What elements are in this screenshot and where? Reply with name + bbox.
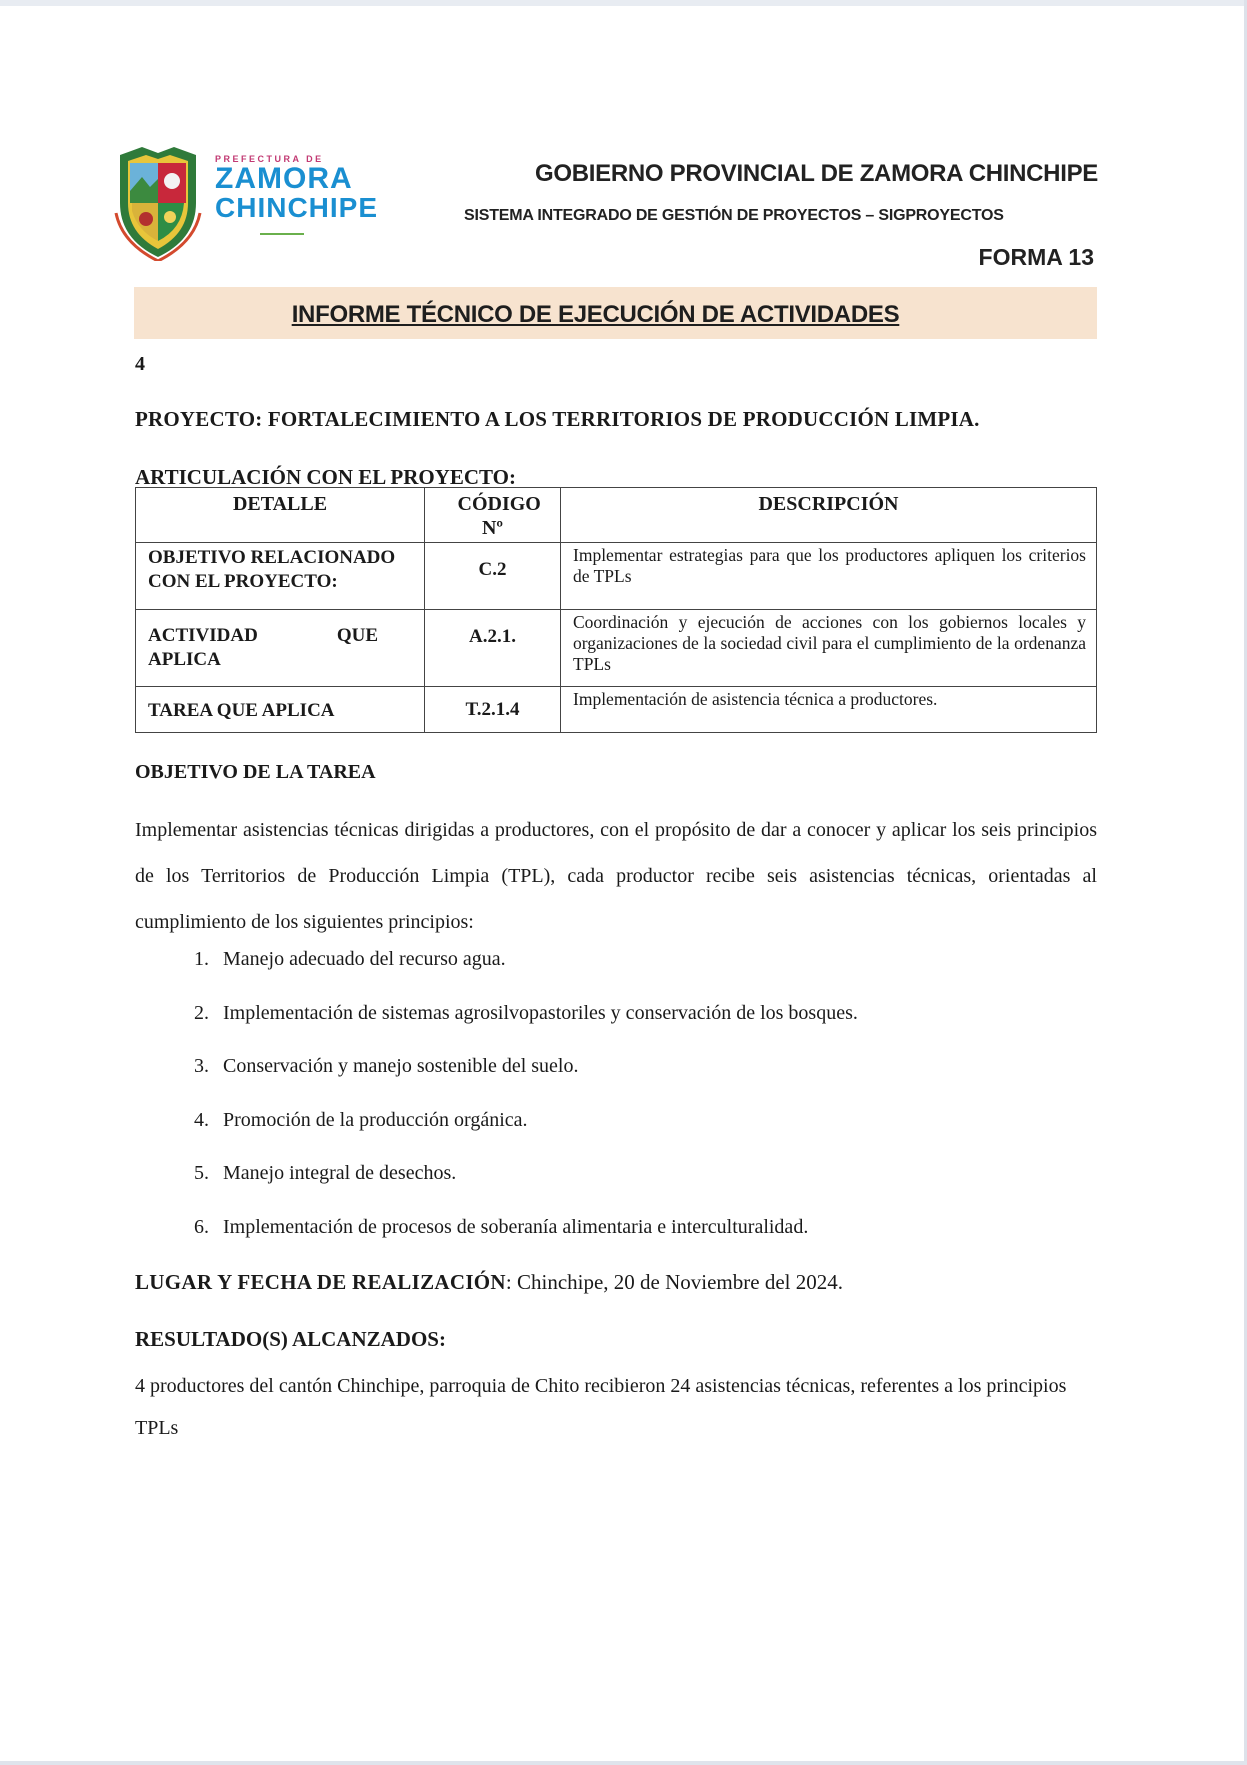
- place-date-value: : Chinchipe, 20 de Noviembre del 2024.: [505, 1270, 843, 1294]
- table-row: [136, 687, 1097, 733]
- task-objective-paragraph: Implementar asistencias técnicas dirigidas a productores, con el propósito de dar a conocer y aplicar los seis principios de los Territorios de Producción Limpia (TPL), cada productor recibe seis asistencias técnicas, orientadas al cumplimiento de los siguientes principios:: [135, 819, 1097, 933]
- logo-divider: [260, 233, 304, 235]
- logo-prefix: PREFECTURA DE: [215, 154, 324, 164]
- row-code: C.2: [425, 543, 561, 610]
- row-description: Coordinación y ejecución de acciones con los gobiernos locales y organizaciones de la sociedad civil para el cumplimiento de la ordenanza TPLs: [561, 610, 1097, 687]
- place-date-label: LUGAR Y FECHA DE REALIZACIÓN: [135, 1270, 506, 1294]
- coat-of-arms-icon: [112, 143, 204, 261]
- table-row: [136, 543, 1097, 610]
- title-band: [134, 287, 1097, 339]
- principles-list: [165, 946, 1065, 1267]
- list-item: 1. Manejo adecuado del recurso agua.: [194, 948, 506, 970]
- row-detail: TAREA QUE APLICA: [136, 687, 425, 733]
- project-line: PROYECTO: FORTALECIMIENTO A LOS TERRITORIOS DE PRODUCCIÓN LIMPIA.: [135, 407, 980, 431]
- column-header-code-text: CÓDIGO Nº: [457, 493, 541, 539]
- row-detail: OBJETIVO RELACIONADO CON EL PROYECTO:: [136, 543, 425, 610]
- row-detail: [136, 610, 425, 687]
- scan-edge-bottom: [0, 1761, 1247, 1765]
- column-header-detail: DETALLE: [136, 488, 425, 543]
- report-number: 4: [135, 353, 145, 375]
- row-code: T.2.1.4: [425, 687, 561, 733]
- principle-text: Conservación y manejo sostenible del suelo.: [223, 1055, 579, 1077]
- table-header-row: [136, 488, 1097, 543]
- list-item: 5. Manejo integral de desechos.: [194, 1162, 457, 1184]
- row-description: Implementación de asistencia técnica a productores.: [561, 687, 1097, 733]
- form-label: FORMA 13: [978, 244, 1094, 270]
- articulation-table: [135, 487, 1097, 733]
- column-header-code: [425, 488, 561, 543]
- row-description: Implementar estrategias para que los productores apliquen los criterios de TPLs: [561, 543, 1097, 610]
- scan-edge-top: [0, 0, 1247, 6]
- principle-text: Manejo integral de desechos.: [223, 1162, 457, 1184]
- column-header-description: DESCRIPCIÓN: [561, 488, 1097, 543]
- list-item: 3. Conservación y manejo sostenible del suelo.: [194, 1055, 579, 1077]
- articulation-heading: ARTICULACIÓN CON EL PROYECTO:: [135, 465, 517, 489]
- principle-text: Manejo adecuado del recurso agua.: [223, 948, 506, 970]
- table-row: [136, 610, 1097, 687]
- logo-line-chinchipe: CHINCHIPE: [215, 192, 379, 223]
- report-title: INFORME TÉCNICO DE EJECUCIÓN DE ACTIVIDADES: [291, 301, 900, 328]
- logo-line-zamora: ZAMORA: [215, 162, 353, 195]
- prefecture-logo: [112, 143, 402, 263]
- task-objective-heading: OBJETIVO DE LA TAREA: [135, 761, 376, 783]
- results-text: 4 productores del cantón Chinchipe, parroquia de Chito recibieron 24 asistencias técnicas, referentes a los principios TPLs: [135, 1375, 1067, 1439]
- row-code: A.2.1.: [425, 610, 561, 687]
- system-name: SISTEMA INTEGRADO DE GESTIÓN DE PROYECTOS – SIGPROYECTOS: [464, 207, 1004, 224]
- principle-text: Implementación de procesos de soberanía alimentaria e interculturalidad.: [223, 1215, 809, 1238]
- list-item: 6. Implementación de procesos de soberanía alimentaria e interculturalidad.: [194, 1215, 809, 1238]
- principle-text: Promoción de la producción orgánica.: [223, 1108, 528, 1131]
- place-date-line: [135, 1270, 843, 1295]
- principle-text: Implementación de sistemas agrosilvopastoriles y conservación de los bosques.: [223, 1001, 858, 1024]
- row-detail-text: ACTIVIDAD QUE APLICA: [148, 625, 378, 670]
- list-item: 4. Promoción de la producción orgánica.: [194, 1108, 528, 1131]
- organization-title: GOBIERNO PROVINCIAL DE ZAMORA CHINCHIPE: [535, 160, 1098, 187]
- list-item: 2. Implementación de sistemas agrosilvopastoriles y conservación de los bosques.: [194, 1001, 858, 1024]
- results-heading: RESULTADO(S) ALCANZADOS:: [135, 1327, 446, 1351]
